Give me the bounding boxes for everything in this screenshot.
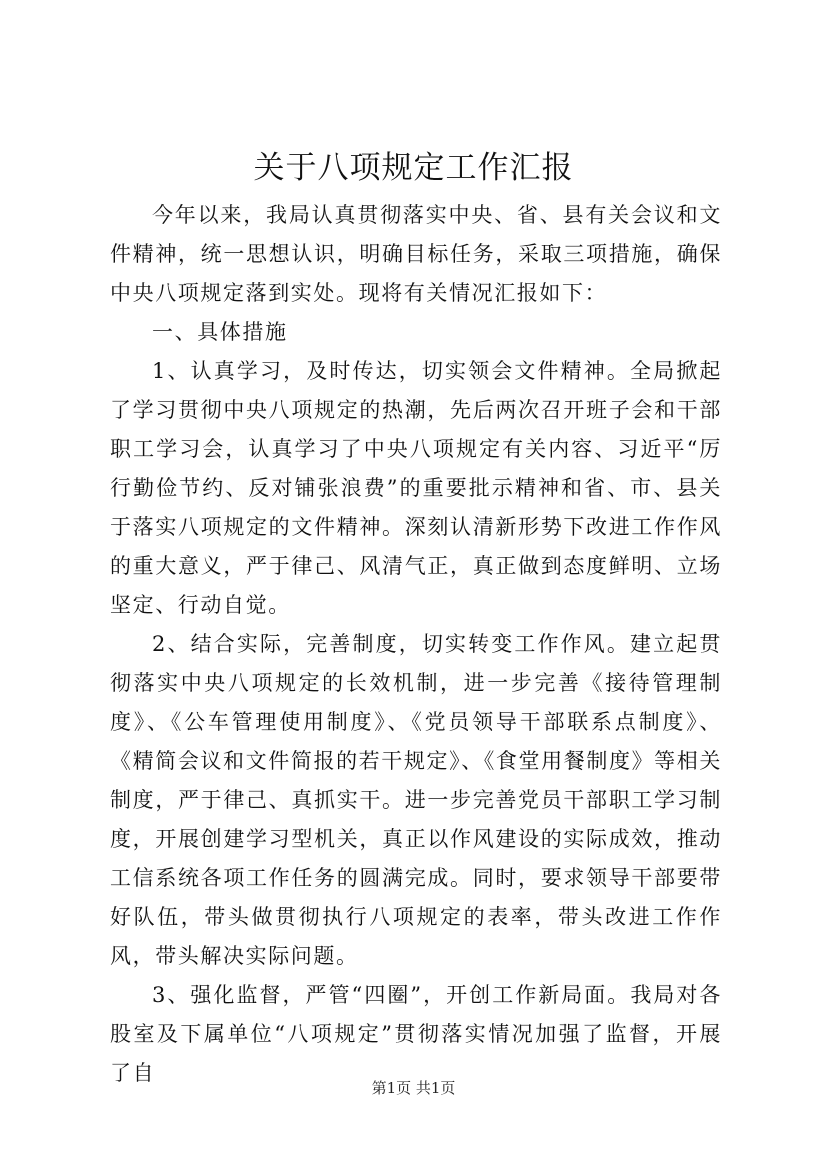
intro-paragraph: 今年以来，我局认真贯彻落实中央、省、县有关会议和文件精神，统一思想认识，明确目标任务，采取三项措施，确保中央八项规定落到实处。现将有关情况汇报如下： — [110, 203, 722, 305]
measure-paragraph-1: 1、认真学习，及时传达，切实领会文件精神。全局掀起了学习贯彻中央八项规定的热潮，先后两次召开班子会和干部职工学习会，认真学习了中央八项规定有关内容、习近平“厉行勤俭节约、反对铺张浪费”的重要批示精神和省、市、县关于落实八项规定的文件精神。深刻认清新形势下改进工作作风的重大意义，严于律己、风清气正，真正做到态度鲜明、立场坚定、行动自觉。 — [110, 359, 722, 617]
page-footer: 第1页 共1页 — [371, 1079, 456, 1097]
measure-paragraph-3: 3、强化监督，严管“四圈”，开创工作新局面。我局对各股室及下属单位“八项规定”贯彻落实情况加强了监督，开展了自 — [110, 983, 722, 1085]
section-heading: 一、具体措施 — [152, 320, 288, 344]
measure-paragraph-2: 2、结合实际，完善制度，切实转变工作作风。建立起贯彻落实中央八项规定的长效机制，进一步完善《接待管理制度》、《公车管理使用制度》、《党员领导干部联系点制度》、《精简会议和文件简报的若干规定》、《食堂用餐制度》等相关制度，严于律己、真抓实干。进一步完善党员干部职工学习制度，开展创建学习型机关，真正以作风建设的实际成效，推动工信系统各项工作任务的圆满完成。同时，要求领导干部要带好队伍，带头做贯彻执行八项规定的表率，带头改进工作作风，带头解决实际问题。 — [110, 632, 722, 968]
document-title: 关于八项规定工作汇报 — [253, 150, 574, 186]
document-body — [110, 196, 722, 1093]
